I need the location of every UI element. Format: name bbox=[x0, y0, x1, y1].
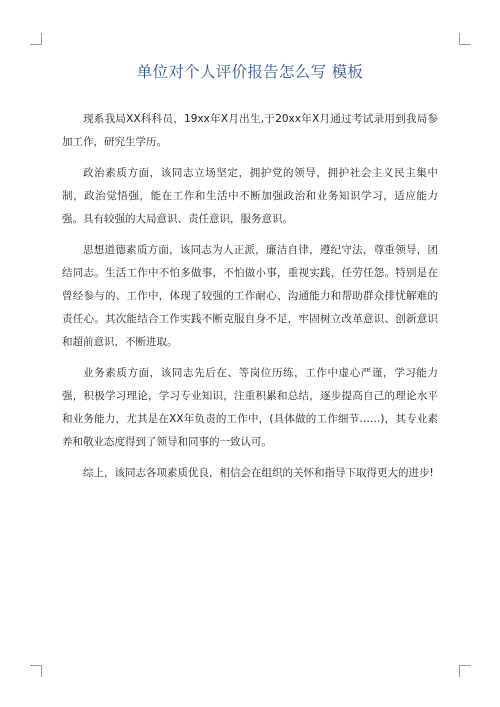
crop-mark-top-right bbox=[459, 33, 471, 45]
document-title: 单位对个人评价报告怎么写 模板 bbox=[136, 63, 364, 81]
crop-mark-top-left bbox=[30, 33, 42, 45]
paragraph-professional: 业务素质方面，该同志先后在、等岗位历练，工作中虚心严谨，学习能力强，积极学习理论，学习专业知识，注重积累和总结，逐步提高自己的理论水平和业务能力，尤其是在XX年负责的工作中，(具体做的工作细节……)，其专业素养和敬业态度得到了领导和同事的一致认可。 bbox=[62, 367, 438, 448]
crop-mark-bottom-left bbox=[30, 665, 42, 677]
paragraph-moral: 思想道德素质方面，该同志为人正派，廉洁自律，遵纪守法，尊重领导，团结同志。生活工作中不怕多做事，不怕做小事，重视实践，任劳任怨。特别是在曾经参与的、工作中，体现了较强的工作耐心、沟通能力和帮助群众排忧解难的责任心。其次能结合工作实践不断克服自身不足，牢固树立改革意识、创新意识和超前意识，不断进取。 bbox=[62, 244, 438, 348]
paragraph-conclusion: 综上，该同志各项素质优良，相信会在组织的关怀和指导下取得更大的进步! bbox=[83, 467, 434, 479]
paragraph-political: 政治素质方面，该同志立场坚定，拥护党的领导，拥护社会主义民主集中制，政治觉悟强，能在工作和生活中不断加强政治和业务知识学习，适应能力强。具有较强的大局意识、责任意识，服务意识。 bbox=[62, 167, 438, 225]
document-body bbox=[62, 108, 438, 493]
paragraph-intro: 现系我局XX科科员，19xx年X月出生,于20xx年X月通过考试录用到我局参加工作，研究生学历。 bbox=[62, 113, 438, 148]
crop-mark-bottom-right bbox=[459, 665, 471, 677]
